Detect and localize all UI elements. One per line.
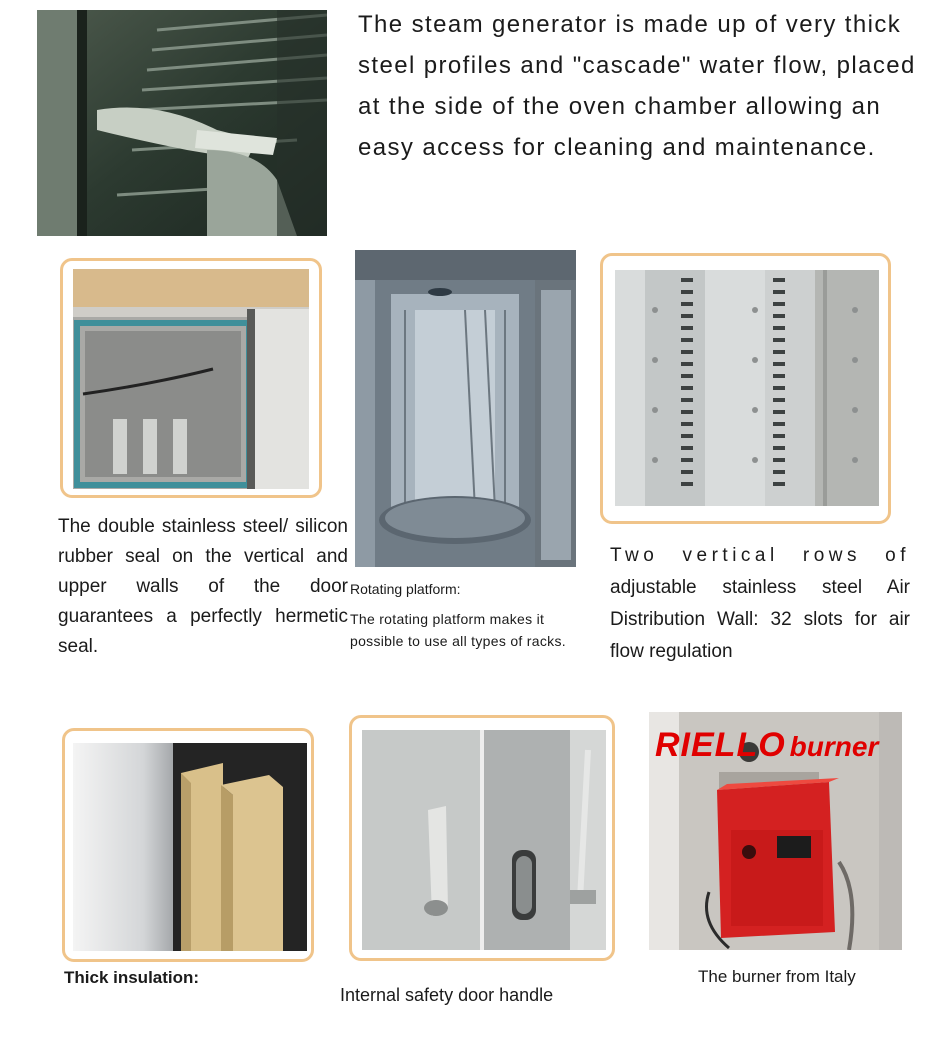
burner-photo	[649, 712, 902, 950]
air-distribution-description-line1: Two vertical rows of	[610, 545, 910, 566]
air-distribution-description-rest: adjustable stainless steel Air Distribution Wall: 32 slots for air flow regulation	[610, 577, 910, 662]
air-distribution-frame	[600, 253, 891, 524]
rotating-platform-photo	[355, 250, 576, 567]
riello-logo-word: burner	[789, 731, 879, 762]
door-handle-frame	[349, 715, 615, 961]
rotating-platform-description: The rotating platform makes it possible to use all types of racks.	[350, 611, 566, 649]
steam-generator-description: The steam generator is made up of very thick steel profiles and "cascade" water flow, placed at the side of the oven chamber allowing an easy access for cleaning and maintenance.	[358, 11, 916, 161]
insulation-photo	[73, 743, 307, 951]
door-handle-caption: Internal safety door handle	[340, 985, 554, 1005]
rotating-platform-title: Rotating platform:	[350, 581, 461, 597]
riello-logo-brand: RIELLO	[655, 726, 786, 764]
door-handle-photo	[362, 730, 606, 950]
air-distribution-photo	[615, 270, 879, 506]
steam-generator-photo	[37, 10, 327, 236]
burner-caption: The burner from Italy	[698, 967, 856, 986]
door-seal-frame	[60, 258, 322, 498]
air-distribution-description	[610, 540, 910, 668]
door-seal-description: The double stainless steel/ silicon rubber seal on the vertical and upper walls of the door guarantees a perfectly hermetic seal.	[58, 516, 348, 657]
door-seal-photo	[73, 269, 309, 489]
riello-burner-logo	[655, 726, 878, 765]
insulation-frame	[62, 728, 314, 962]
insulation-caption: Thick insulation:	[64, 968, 200, 987]
